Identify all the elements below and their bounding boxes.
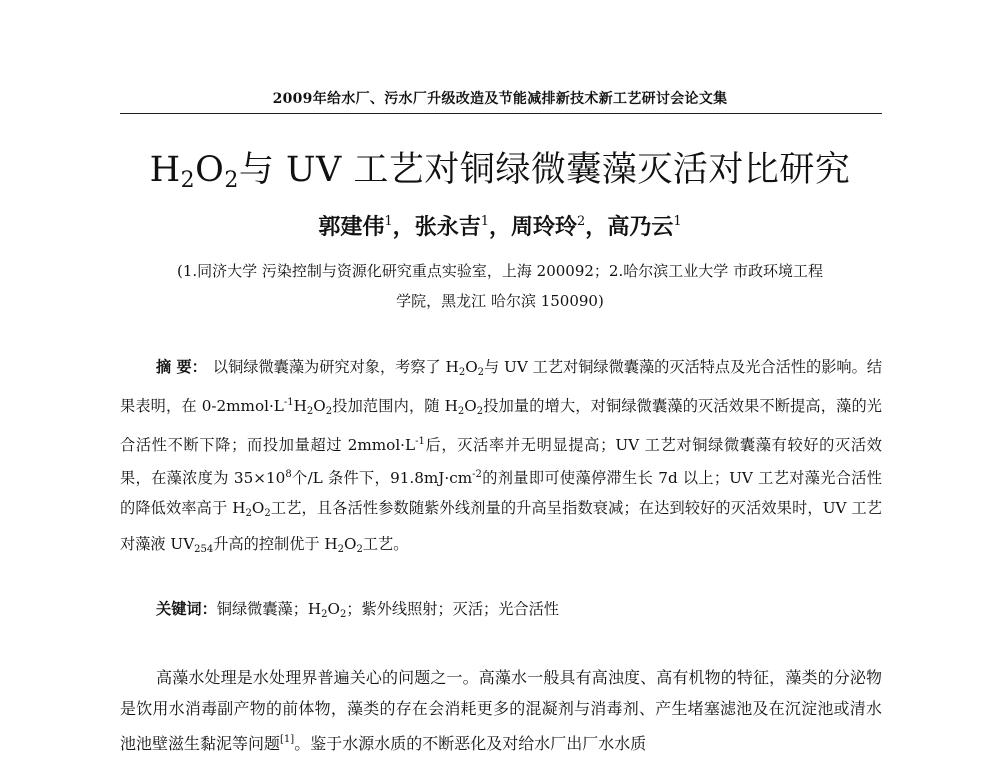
- subscript: 2: [337, 544, 345, 555]
- abstract-text: 升高的控制优于 H: [213, 535, 338, 553]
- abstract-text: 个/L 条件下，91.8mJ·cm: [291, 469, 473, 487]
- author-affiliation-mark: 2: [577, 214, 586, 229]
- subscript: 2: [245, 508, 252, 519]
- body-paragraph: [120, 662, 882, 759]
- abstract-text: O: [313, 397, 326, 415]
- subscript: 2: [264, 508, 271, 519]
- abstract-text: 以铜绿微囊藻为研究对象，考察了 H: [212, 358, 459, 376]
- abstract-text: O: [251, 499, 265, 517]
- affiliation-line-2: 学院，黑龙江 哈尔滨 150090): [396, 292, 604, 310]
- subscript: 2: [356, 544, 363, 555]
- affiliation-block: [120, 256, 880, 316]
- subscript: 2: [325, 406, 333, 417]
- author-name: 郭建伟: [318, 214, 385, 240]
- abstract-text: 工艺。: [362, 535, 409, 553]
- author-list: [120, 205, 880, 244]
- abstract-text: 工艺，且各活性参数随紫外线剂量的升高呈指数衰减；在达到较好的灭活效果时，UV 工艺对藻液 UV: [120, 499, 882, 553]
- abstract-text: 投加范围内，随 H: [332, 397, 458, 415]
- superscript: -2: [472, 469, 482, 480]
- abstract-text: O: [464, 397, 477, 415]
- subscript: 2: [457, 406, 465, 417]
- subscript: 2: [339, 609, 347, 620]
- superscript: -1: [415, 436, 425, 447]
- superscript: -1: [283, 397, 294, 408]
- abstract-label: 摘 要：: [156, 358, 207, 376]
- author-name: 张永吉: [414, 214, 481, 240]
- title-sub-2b: 2: [224, 168, 239, 193]
- superscript: 8: [285, 469, 292, 480]
- author-name: 高乃云: [607, 214, 674, 240]
- author-name: 周玲玲: [511, 214, 578, 240]
- title-h: H: [149, 150, 181, 190]
- running-header: 2009年给水厂、污水厂升级改造及节能减排新技术新工艺研讨会论文集: [272, 91, 728, 107]
- title-rest: 与 UV 工艺对铜绿微囊藻灭活对比研究: [238, 150, 851, 190]
- subscript: 2: [476, 406, 484, 417]
- subscript: 2: [477, 367, 485, 378]
- author-separator: ，: [392, 214, 415, 240]
- title-o: O: [195, 150, 225, 190]
- abstract-text: 的剂量即可使藻停滞生长 7d 以上；UV 工艺对藻光合活性的降低效率高于 H: [120, 469, 882, 517]
- subscript: 2: [306, 406, 314, 417]
- author-separator: ，: [585, 214, 608, 240]
- keywords: [156, 594, 882, 630]
- keywords-text: ；紫外线照射；灭活；光合活性: [346, 600, 559, 618]
- abstract-text: O: [465, 358, 478, 376]
- keywords-text: O: [327, 600, 340, 618]
- abstract-text: H: [293, 397, 307, 415]
- affiliation-line-1: (1.同济大学 污染控制与资源化研究重点实验室，上海 200092；2.哈尔滨工业大学 市政环境工程: [176, 262, 824, 280]
- abstract-text: 投加量的增大，对铜绿微囊藻的灭活效果不断提高，藻的光合活性不断下降；而投加量超过 2mmol·L: [120, 397, 882, 454]
- paper-title: [80, 146, 920, 205]
- title-sub-2a: 2: [180, 168, 196, 193]
- body-text: 高藻水处理是水处理界普遍关心的问题之一。高藻水一般具有高浊度、高有机物的特征，藻类的分泌物是饮用水消毒副产物的前体物，藻类的存在会消耗更多的混凝剂与消毒剂、产生堵塞滤池及在沉淀池或清水池池壁滋生黏泥等问题: [120, 668, 882, 753]
- author-affiliation-mark: 1: [480, 214, 489, 229]
- subscript: 254: [194, 544, 214, 555]
- abstract-text: O: [344, 535, 357, 553]
- keywords-text: 铜绿微囊藻；H: [216, 600, 322, 618]
- keywords-label: 关键词：: [156, 600, 217, 618]
- abstract: [120, 352, 882, 565]
- abstract-text: 与 UV 工艺对铜绿微囊藻的灭活特点及光合活性的影响。结果表明，在 0-2mmol·L: [120, 358, 883, 415]
- citation-ref[interactable]: [1]: [280, 734, 295, 745]
- subscript: 2: [458, 367, 466, 378]
- abstract-text: 后，灭活率并无明显提高；UV 工艺对铜绿微囊藻有较好的灭活效果，在藻浓度为 35×10: [120, 436, 882, 487]
- author-separator: ，: [488, 214, 511, 240]
- body-text: 。鉴于水源水质的不断恶化及对给水厂出厂水水质: [294, 734, 647, 753]
- author-affiliation-mark: 1: [673, 214, 682, 229]
- subscript: 2: [321, 609, 328, 620]
- header-rule: [120, 113, 882, 114]
- author-affiliation-mark: 1: [384, 214, 393, 229]
